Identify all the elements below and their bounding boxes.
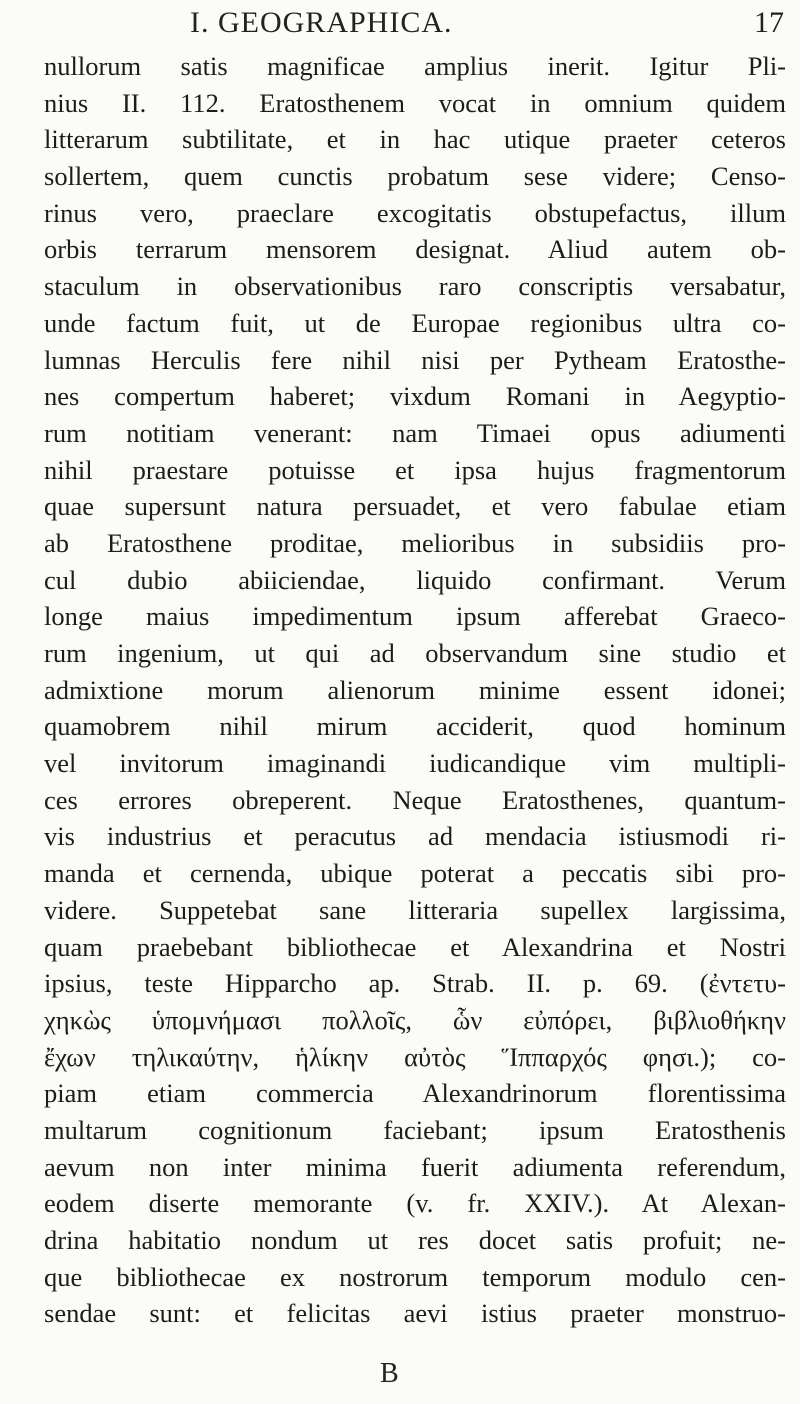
text-line: rinus vero, praeclare excogitatis obstupefactus, illum	[44, 197, 786, 228]
text-line: sendae sunt: et felicitas aevi istius praeter monstruo-	[44, 1298, 786, 1329]
text-line: quam praebebant bibliothecae et Alexandrina et Nostri	[44, 931, 786, 962]
text-line: staculum in observationibus raro conscriptis versabatur,	[44, 271, 786, 302]
text-line: drina habitatio nondum ut res docet satis profuit; ne-	[44, 1225, 786, 1255]
text-line: rum ingenium, ut qui ad observandum sine studio et	[44, 638, 786, 668]
running-title: I. GEOGRAPHICA.	[190, 6, 453, 39]
text-line: rum notitiam venerant: nam Timaei opus adiumenti	[44, 417, 786, 448]
text-line: nius II. 112. Eratosthenem vocat in omnium quidem	[44, 87, 786, 118]
page-number: 17	[754, 6, 784, 39]
page-header	[0, 6, 800, 46]
text-line: admixtione morum alienorum minime essent idonei;	[44, 674, 786, 705]
text-line: litterarum subtilitate, et in hac utique praeter ceteros	[44, 124, 786, 155]
text-line: cul dubio abiiciendae, liquido confirmant. Verum	[44, 564, 786, 595]
text-line: nes compertum haberet; vixdum Romani in Aegyptio-	[44, 381, 786, 412]
text-line: nihil praestare potuisse et ipsa hujus fragmentorum	[44, 454, 786, 485]
text-line: sollertem, quem cunctis probatum sese videre; Censo-	[44, 161, 786, 192]
text-line: aevum non inter minima fuerit adiumenta referendum,	[44, 1151, 786, 1182]
text-line: vis industrius et peracutus ad mendacia istiusmodi ri-	[44, 821, 786, 852]
text-line: eodem diserte memorante (v. fr. XXIV.). At Alexan-	[44, 1188, 786, 1219]
text-line: longe maius impedimentum ipsum afferebat Graeco-	[44, 601, 786, 632]
text-line: quamobrem nihil mirum acciderit, quod hominum	[44, 711, 786, 742]
body-text	[44, 48, 786, 1332]
text-line: ἔχων τηλικαύτην, ἡλίκην αὐτὸς Ἵππαρχός φησι.); co-	[44, 1041, 786, 1072]
text-line: videre. Suppetebat sane litteraria supellex largissima,	[44, 894, 786, 925]
text-line: vel invitorum imaginandi iudicandique vim multipli-	[44, 748, 786, 779]
text-line: lumnas Herculis fere nihil nisi per Pytheam Eratosthe-	[44, 344, 786, 375]
text-line: que bibliothecae ex nostrorum temporum modulo cen-	[44, 1261, 786, 1292]
text-line: ipsius, teste Hipparcho ap. Strab. II. p. 69. (ἐντετυ-	[44, 968, 786, 999]
text-line: quae supersunt natura persuadet, et vero fabulae etiam	[44, 491, 786, 522]
signature-mark: B	[380, 1358, 399, 1389]
text-line: multarum cognitionum faciebant; ipsum Eratosthenis	[44, 1114, 786, 1145]
text-line: χηκὼς ὑπομνήμασι πολλοῖς, ὧν εὐπόρει, βιβλιοθήκην	[44, 1004, 786, 1035]
text-line: piam etiam commercia Alexandrinorum florentissima	[44, 1078, 786, 1109]
text-line: unde factum fuit, ut de Europae regionibus ultra co-	[44, 307, 786, 338]
text-line: ab Eratosthene proditae, melioribus in subsidiis pro-	[44, 527, 786, 558]
text-line: orbis terrarum mensorem designat. Aliud autem ob-	[44, 234, 786, 265]
text-line: manda et cernenda, ubique poterat a peccatis sibi pro-	[44, 858, 786, 889]
text-line: ces errores obreperent. Neque Eratosthenes, quantum-	[44, 784, 786, 815]
text-line: nullorum satis magnificae amplius inerit. Igitur Pli-	[44, 51, 786, 81]
